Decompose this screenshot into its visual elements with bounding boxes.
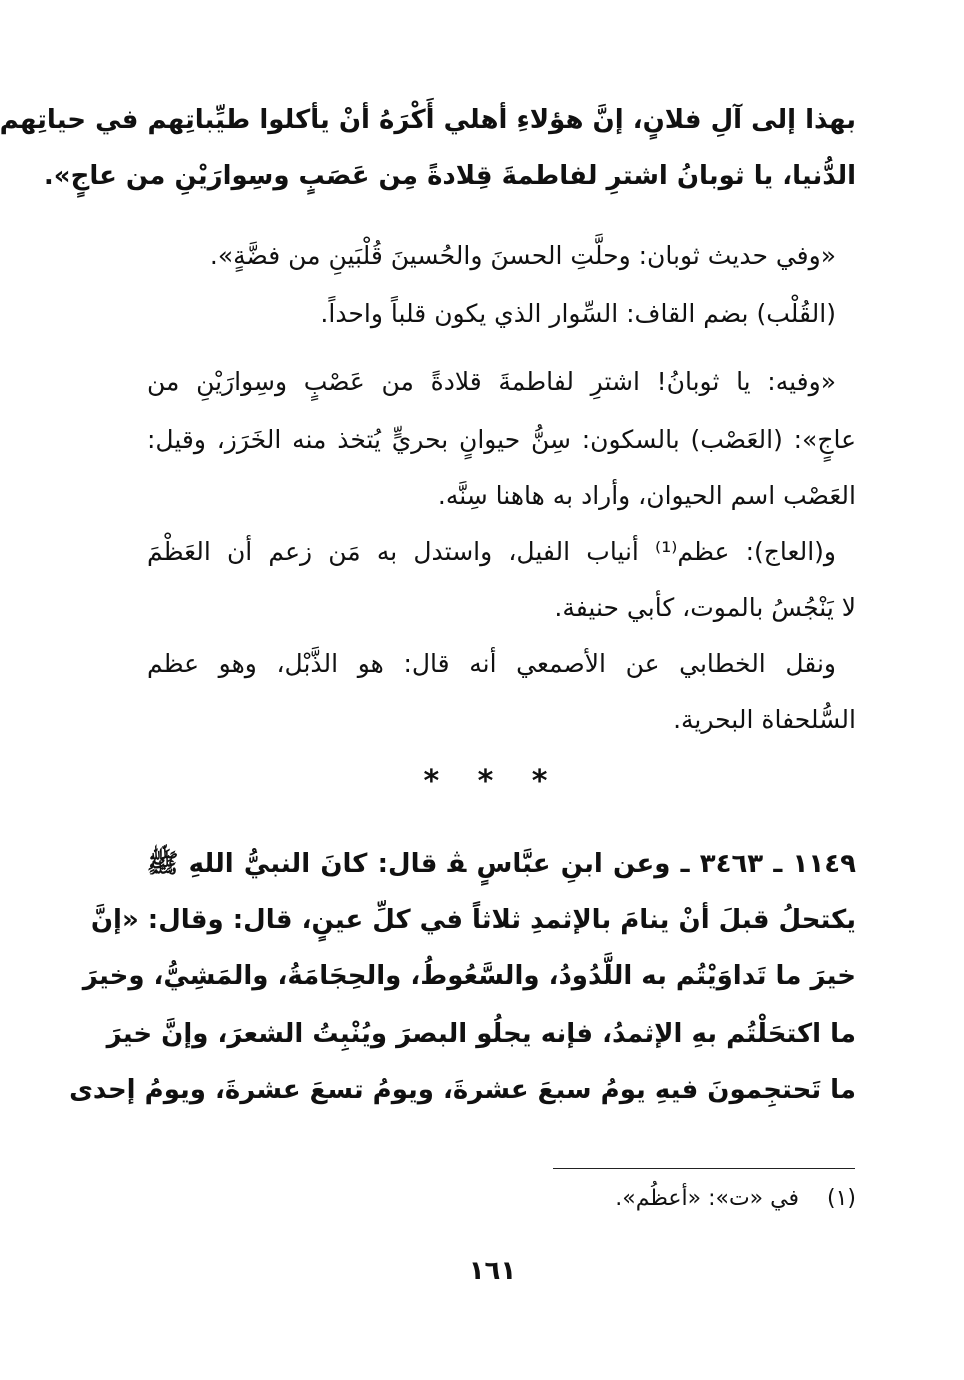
page-number: ١٦١ [468,1256,517,1286]
text-line: لا يَنْجُسُ بالموت، كأبي حنيفة. [554,593,856,622]
text-line: ونقل الخطابي عن الأصمعي أنه قال: هو الذَّبْل، وهو عظم [147,649,836,678]
footnote [615,1186,856,1211]
text-line: السُّلحفاة البحرية. [673,705,856,734]
text-line: «وفي حديث ثوبان: وحلَّتِ الحسنَ والحُسينَ قُلْبَينِ من فضَّةٍ». [209,241,836,270]
text-line: الدُّنيا، يا ثوبانُ اشترِ لفاطمةَ قِلادةً مِن عَصَبٍ وسِوارَيْنِ من عاجٍ». [43,161,856,191]
text-line: و(العاج): عظم⁽¹⁾ أنياب الفيل، واستدل به مَن زعم أن العَظْمَ [147,537,836,566]
text-line: بهذا إلى آلِ فلانٍ، إنَّ هؤلاءِ أهلي أَكْرَهُ أنْ يأكلوا طيِّباتِهم في حياتِهم [0,105,856,135]
footnote-marker: (١) [826,1186,856,1211]
text-line: ١١٤٩ ـ ٣٤٦٣ ـ وعن ابنِ عبَّاسٍ ﭭ قال: كانَ النبيُّ اللهِ ﷺ [147,849,856,879]
text-line: (القُلْب) بضم القاف: السِّوار الذي يكون قلباً واحداً. [320,299,836,328]
footnote-rule [553,1168,855,1169]
text-line: خيرَ ما تَداوَيْتُم به اللَّدُودُ، والسَّعُوطُ، والحِجَامَةُ، والمَشِيُّ، وخيرَ [82,961,856,991]
text-line: عاجٍ»: (العَصْب) بالسكون: سِنُّ حيوانٍ بحريٍّ يُتخذ منه الخَرَز، وقيل: [147,425,856,454]
text-line: ما اكتحَلْتُم بهِ الإثمدُ، فإنه يجلُو البصرَ ويُنْبِتُ الشعرَ، وإنَّ خيرَ [106,1019,856,1049]
text-line: «وفيه: يا ثوبانُ! اشترِ لفاطمةَ قلادةً من عَصْبٍ وسِوارَيْنِ من [147,367,836,396]
text-line: ما تَحتجِمونَ فيهِ يومُ سبعَ عشرةَ، ويومُ تسعَ عشرةَ، ويومُ إحدى [69,1075,856,1105]
text-line: العَصْب اسم الحيوان، وأراد به هاهنا سِنَّه. [437,481,856,510]
footnote-text: في «ت»: «أعظُم». [615,1186,799,1211]
section-separator: * * * [423,764,562,799]
text-line: يكتحلُ قبلَ أنْ ينامَ بالإثمدِ ثلاثاً في كلِّ عينٍ، قال: وقال: «إنَّ [90,905,856,935]
